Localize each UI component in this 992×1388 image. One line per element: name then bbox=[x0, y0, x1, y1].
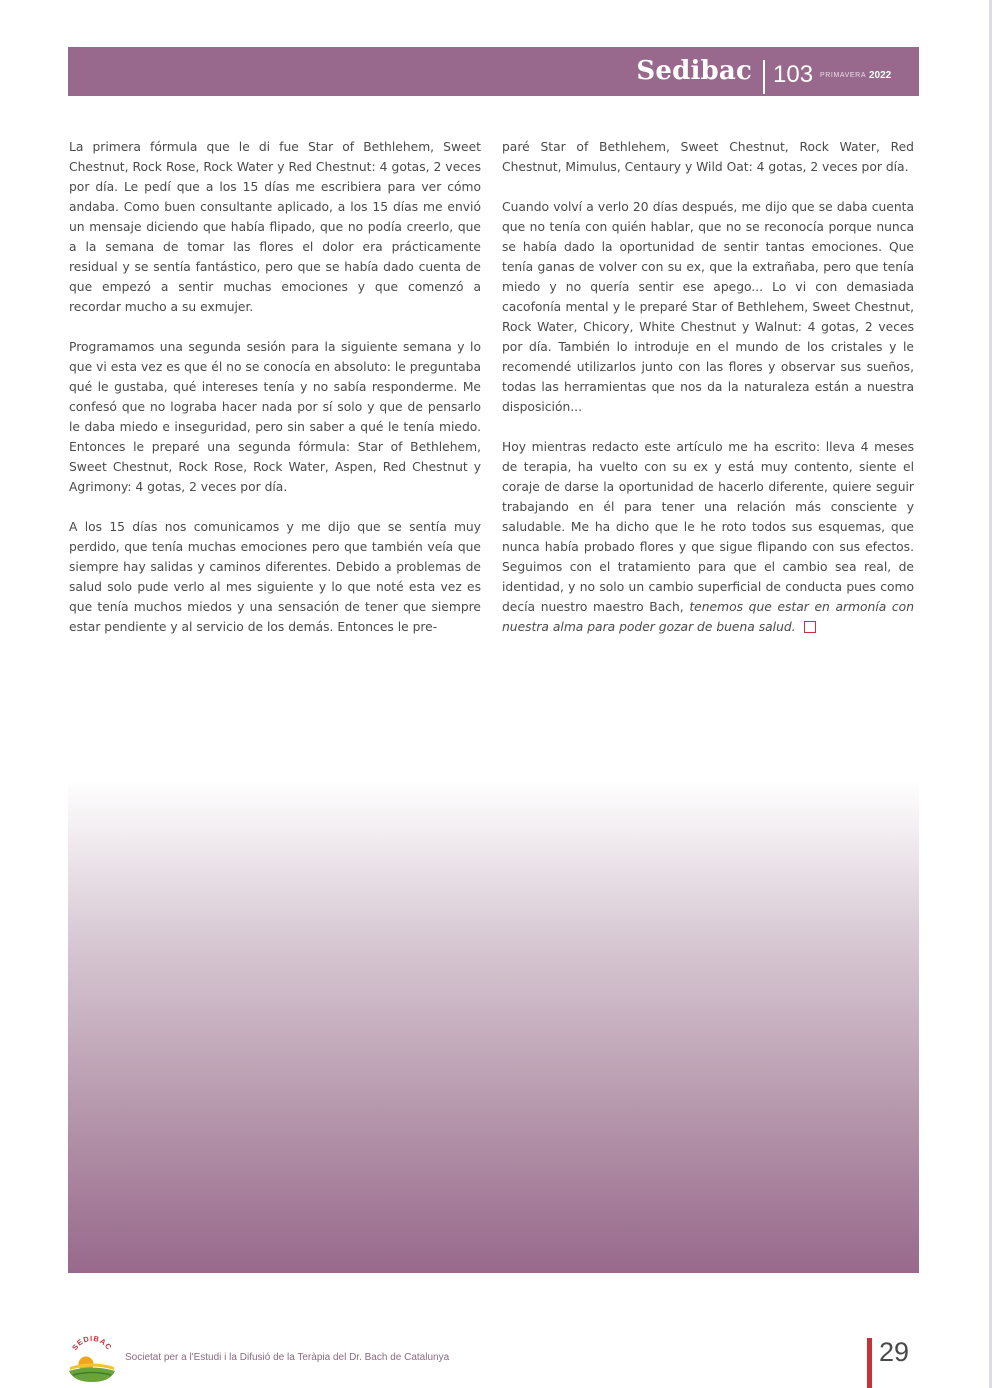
page-number-marker bbox=[867, 1338, 872, 1388]
decorative-gradient-panel bbox=[68, 780, 919, 1273]
paragraph: paré Star of Bethlehem, Sweet Chestnut, Rock Water, Red Chestnut, Mimulus, Centaury y Wild Oat: 4 gotas, 2 veces por día. bbox=[502, 140, 914, 174]
magazine-title: Sedibac bbox=[636, 56, 752, 86]
paragraph: Programamos una segunda sesión para la siguiente semana y lo que vi esta vez es que él no se conocía en absoluto: le preguntaba qué le gustaba, qué intereses tenía y no sabía responderme. Me confesó que no lograba hacer nada por sí solo y que de pensarlo le daba miedo e inseguridad, pero sin saber a qué le tenía miedo. Entonces le preparé una segunda fórmula: Star of Bethlehem, Sweet Chestnut, Rock Rose, Rock Water, Aspen, Red Chestnut y Agrimony: 4 gotas, 2 veces por día. bbox=[69, 340, 481, 494]
society-footer-text: Societat per a l'Estudi i la Difusió de la Teràpia del Dr. Bach de Catalunya bbox=[125, 1352, 450, 1363]
paragraph-text: Hoy mientras redacto este artículo me ha escrito: lleva 4 meses de terapia, ha vuelto con su ex y está muy contento, siente el coraje de darse la oportunidad de hacerlo diferente, quiere seguir trabajando en él para tener una relación más consciente y saludable. Me ha dicho que le he roto todos sus esquemas, que nunca había probado flores y que sigue flipando con sus efectos. Seguimos con el tratamiento para que el cambio sea real, de identidad, y no solo un cambio superficial de conducta pues como decía nuestro maestro Bach, bbox=[502, 440, 914, 614]
issue-year: 2022 bbox=[869, 70, 892, 81]
sedibac-logo bbox=[66, 1333, 118, 1383]
page-number: 29 bbox=[879, 1337, 910, 1367]
paragraph: A los 15 días nos comunicamos y me dijo que se sentía muy perdido, que tenía muchas emociones pero que también veía que siempre hay salidas y caminos diferentes. Debido a problemas de salud solo pude verlo al mes siguiente y lo que noté esta vez es que tenía muchos miedos y una sensación de tener que siempre estar pendiente y al servicio de los demás. Entonces le pre- bbox=[69, 520, 481, 634]
header-separator bbox=[763, 60, 765, 94]
svg-text:SEDIBAC bbox=[70, 1334, 114, 1352]
bach-quote: tenemos que estar en armonía con nuestra alma para poder gozar de buena salud. bbox=[502, 600, 914, 634]
article-left-column bbox=[69, 137, 481, 657]
logo-lettering: SEDIBAC bbox=[70, 1333, 114, 1352]
article-right-column bbox=[502, 137, 914, 657]
issue-season: PRIMAVERA bbox=[820, 72, 867, 79]
end-of-article-mark bbox=[804, 621, 816, 633]
paragraph: La primera fórmula que le di fue Star of Bethlehem, Sweet Chestnut, Rock Rose, Rock Water y Red Chestnut: 4 gotas, 2 veces por día. Le pedí que a los 15 días me escribiera para ver cómo andaba. Como buen consultante aplicado, a los 15 días me envió un mensaje diciendo que había flipado, que no podía creerlo, que a la semana de tomar las flores el dolor era prácticamente residual y se sentía fantástico, pero que se había dado cuenta de que empezó a sentir muchas emociones y que comenzó a recordar mucho a su exmujer. bbox=[69, 140, 481, 314]
closing-paragraph bbox=[502, 437, 914, 637]
paragraph: Cuando volví a verlo 20 días después, me dijo que se daba cuenta que no tenía con quién hablar, que no se reconocía porque nunca se había dado la oportunidad de sentir tantas emociones. Que tenía ganas de volver con su ex, que la extrañaba, pero que tenía miedo y no quería sentir ese apego... Lo vi con demasiada cacofonía mental y le preparé Star of Bethlehem, Sweet Chestnut, Rock Water, Chicory, White Chestnut y Walnut: 4 gotas, 2 veces por día. También lo introduje en el mundo de los cristales y le recomendé utilizarlos junto con las flores y observar sus sueños, todas las herramientas que nos da la naturaleza están a nuestra disposición... bbox=[502, 200, 914, 414]
issue-number: 103 bbox=[773, 61, 814, 88]
header-bar bbox=[68, 47, 919, 96]
